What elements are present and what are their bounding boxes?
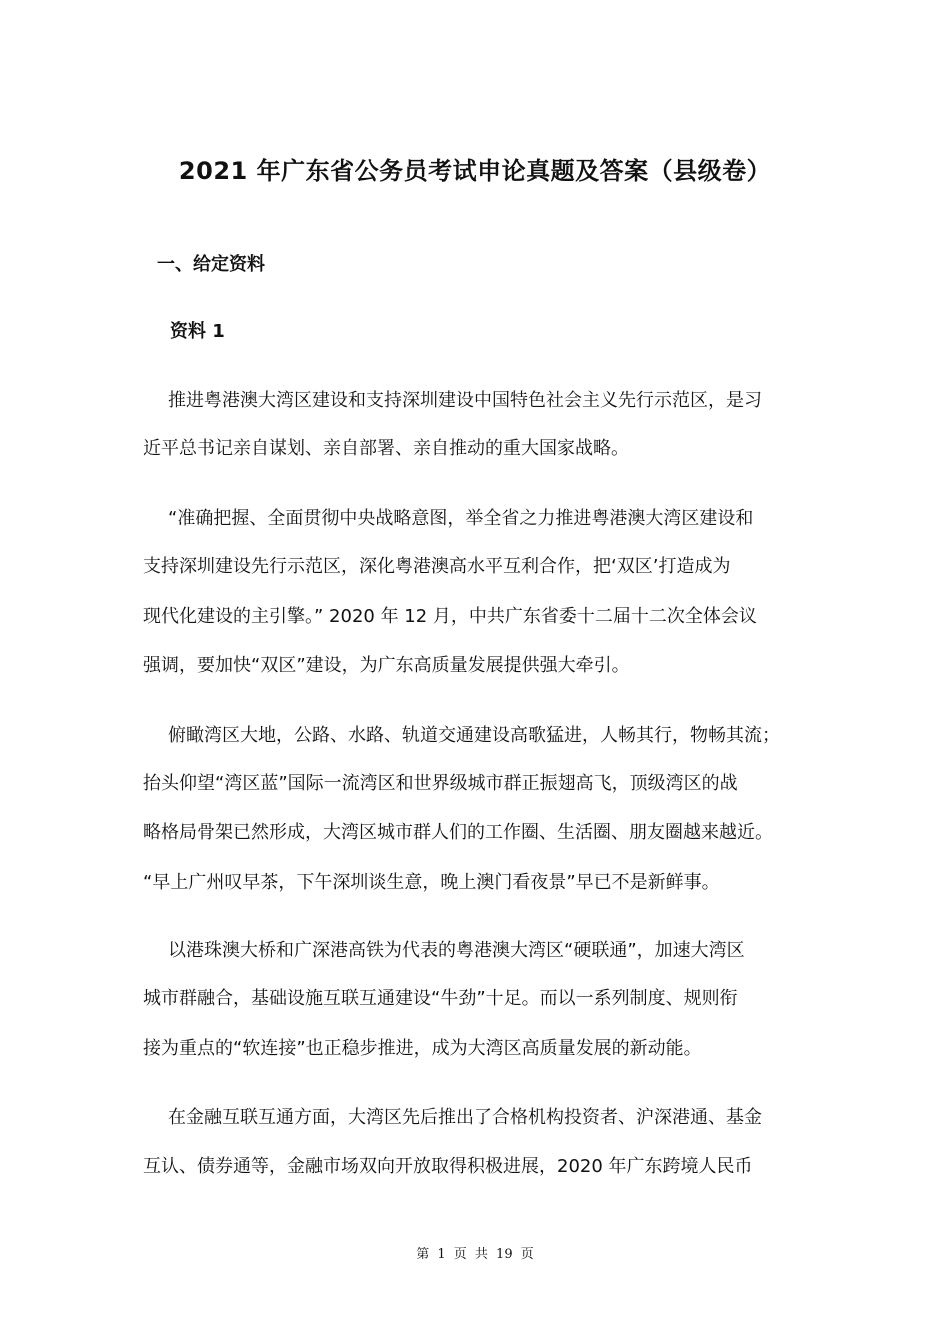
document-title: 2021 年广东省公务员考试申论真题及答案（县级卷）	[178, 157, 772, 185]
paragraph-3-line-2: 抬头仰望“湾区蓝”国际一流湾区和世界级城市群正振翅高飞，顶级湾区的战	[143, 773, 738, 794]
paragraph-4-line-2: 城市群融合，基础设施互联互通建设“牛劲”十足。而以一系列制度、规则衔	[143, 988, 738, 1009]
material-heading: 资料 1	[170, 321, 225, 342]
section-heading: 一、给定资料	[157, 254, 265, 275]
paragraph-4-line-3: 接为重点的“软连接”也正稳步推进，成为大湾区高质量发展的新动能。	[143, 1038, 702, 1059]
paragraph-3-line-1: 俯瞰湾区大地，公路、水路、轨道交通建设高歌猛进，人畅其行，物畅其流；	[168, 725, 780, 746]
paragraph-5-line-2: 互认、债券通等，金融市场双向开放取得积极进展，2020 年广东跨境人民币	[143, 1156, 753, 1177]
paragraph-3-line-4: “早上广州叹早茶，下午深圳谈生意，晚上澳门看夜景”早已不是新鲜事。	[143, 872, 720, 893]
page-footer: 第 1 页 共 19 页	[416, 1247, 534, 1262]
paragraph-2-line-4: 强调，要加快“双区”建设，为广东高质量发展提供强大牵引。	[143, 655, 630, 676]
paragraph-3-line-3: 略格局骨架已然形成，大湾区城市群人们的工作圈、生活圈、朋友圈越来越近。	[143, 822, 773, 843]
paragraph-1-line-2: 近平总书记亲自谋划、亲自部署、亲自推动的重大国家战略。	[143, 438, 629, 459]
paragraph-2-line-1: “准确把握、全面贯彻中央战略意图，举全省之力推进粤港澳大湾区建设和	[168, 508, 754, 529]
paragraph-5-line-1: 在金融互联互通方面，大湾区先后推出了合格机构投资者、沪深港通、基金	[168, 1107, 762, 1128]
paragraph-2-line-2: 支持深圳建设先行示范区，深化粤港澳高水平互利合作，把‘双区’打造成为	[143, 556, 731, 577]
paragraph-2-line-3: 现代化建设的主引擎。” 2020 年 12 月，中共广东省委十二届十二次全体会议	[143, 606, 757, 627]
paragraph-4-line-1: 以港珠澳大桥和广深港高铁为代表的粤港澳大湾区“硬联通”，加速大湾区	[168, 940, 745, 961]
paragraph-1-line-1: 推进粤港澳大湾区建设和支持深圳建设中国特色社会主义先行示范区，是习	[168, 390, 762, 411]
